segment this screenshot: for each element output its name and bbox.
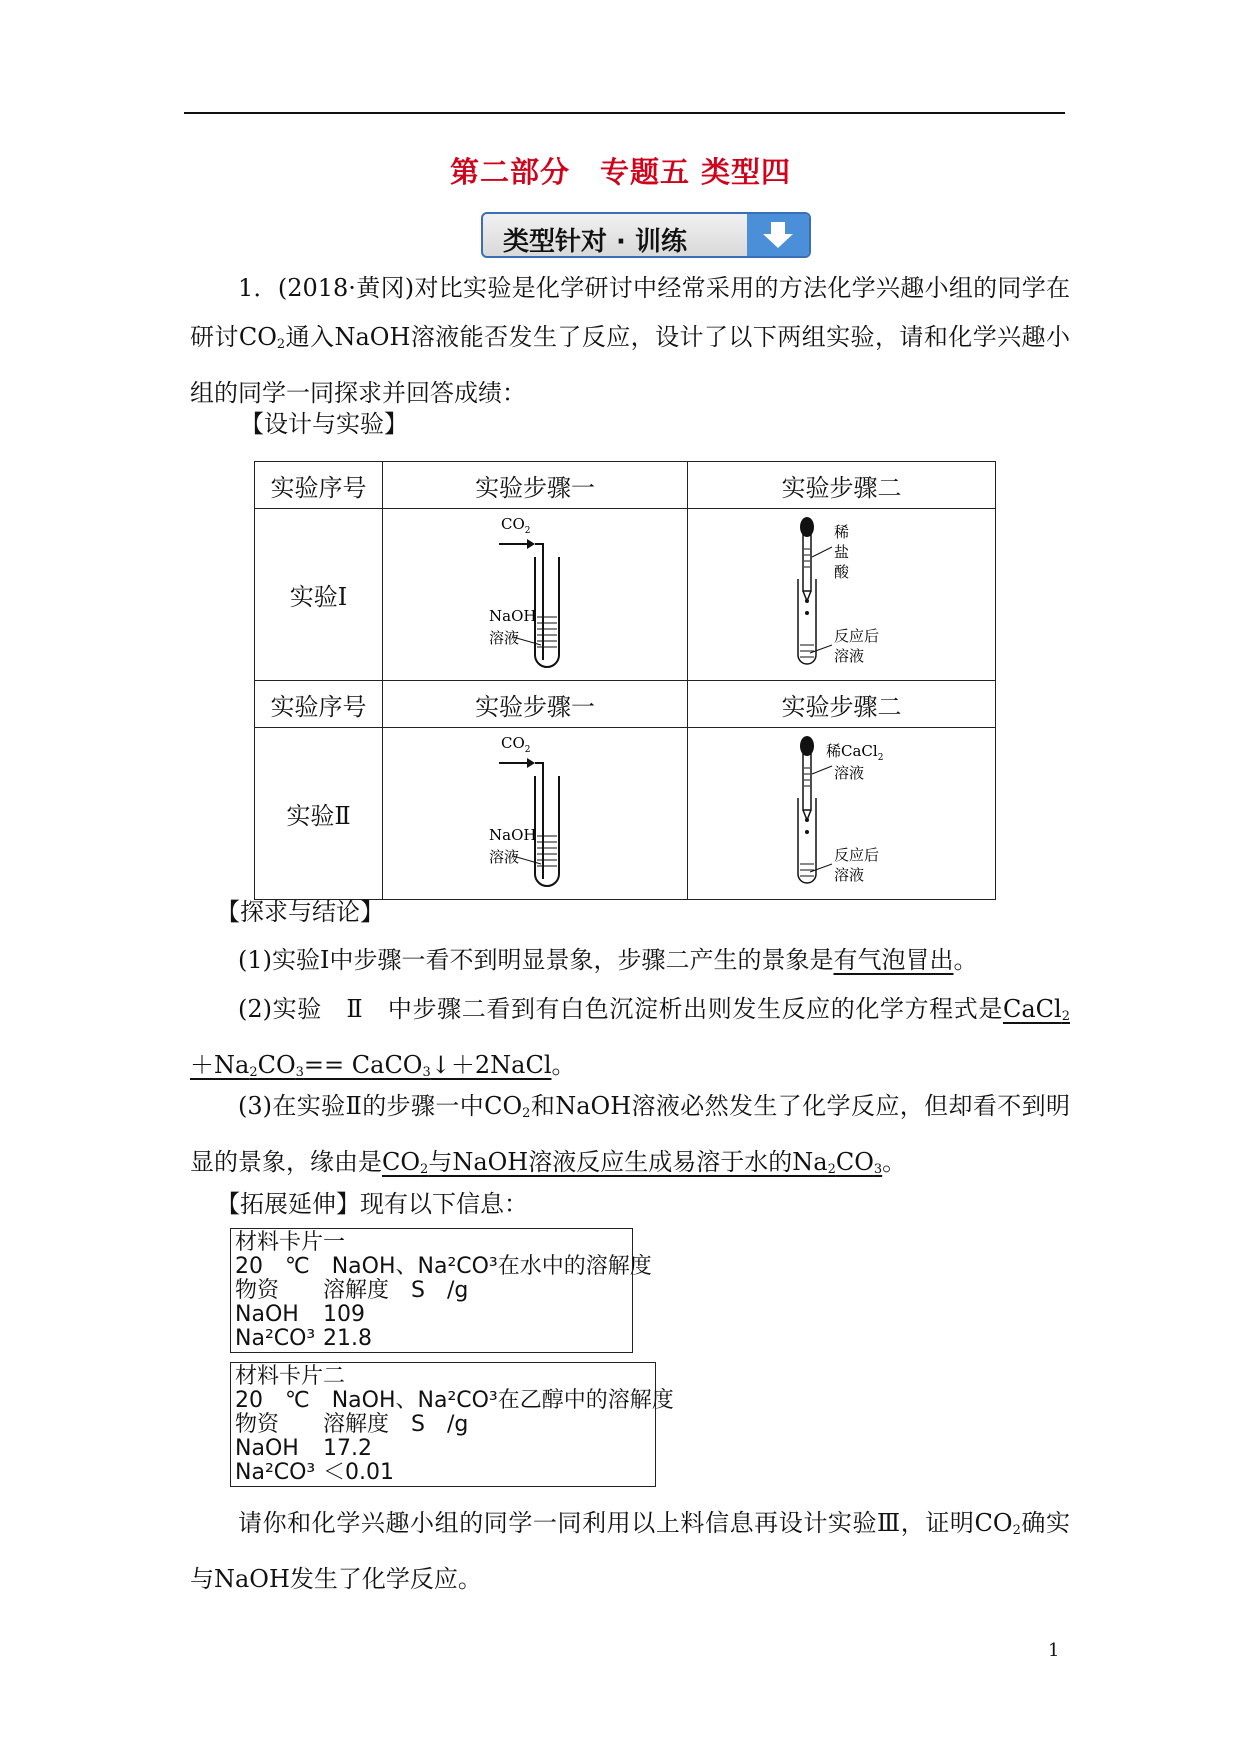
section-design: 【设计与实验】 xyxy=(240,410,408,438)
svg-text:酸: 酸 xyxy=(833,563,849,581)
svg-text:溶液: 溶液 xyxy=(833,647,864,665)
section-extend: 【拓展延伸】现有以下信息： xyxy=(216,1190,528,1218)
svg-text:溶液: 溶液 xyxy=(833,866,864,884)
answer-3-value: $CO_2$与NaOH溶液反应生成易溶于水的$Na_2CO_3$ xyxy=(382,1148,883,1177)
page-title: 第二部分 专题五 类型四 xyxy=(449,155,792,189)
col-header: 实验步骤二 xyxy=(688,681,996,728)
svg-text:NaOH: NaOH xyxy=(489,607,537,625)
dropper-hcl-diagram xyxy=(692,509,992,674)
badge-label: 类型针对 · 训练 xyxy=(503,227,687,257)
co2-into-naoh-diagram xyxy=(385,728,685,893)
material-card-2: 材料卡片二 20 ℃ NaOH、Na²CO³在乙醇中的溶解度 物资 溶解度 S /g NaOH 17.2 Na²CO³ ＜0.01 xyxy=(230,1362,656,1487)
row-label-exp2: 实验Ⅱ xyxy=(255,728,383,900)
diagram-step1-exp1 xyxy=(383,509,688,681)
col-header: 实验步骤一 xyxy=(383,462,688,509)
svg-text:NaOH: NaOH xyxy=(489,826,537,844)
diagram-step2-exp1 xyxy=(688,509,996,681)
final-question: 请你和化学兴趣小组的同学一同利用以上料信息再设计实验Ⅲ，证明$CO_2$确实与NaOH发生了化学反应。 xyxy=(190,1509,1071,1593)
svg-text:反应后: 反应后 xyxy=(833,846,879,864)
answer-1-value: 有气泡冒出 xyxy=(833,946,954,974)
down-arrow-icon[interactable] xyxy=(747,214,809,256)
svg-text:溶液: 溶液 xyxy=(489,848,520,866)
experiment-table xyxy=(254,461,996,900)
section-badge xyxy=(481,212,811,258)
svg-text:溶液: 溶液 xyxy=(833,764,864,782)
answer-2: (2)实验 Ⅱ 中步骤二看到有白色沉淀析出则发生反应的化学方程式是$CaCl_2+Na_2CO_3==$ CaCO$_3$↓＋2NaCl。 xyxy=(190,995,1070,1080)
row-label-exp1: 实验Ⅰ xyxy=(255,509,383,681)
svg-text:溶液: 溶液 xyxy=(489,629,520,647)
question-intro: 1．(2018·黄冈)对比实验是化学研讨中经常采用的方法化学兴趣小组的同学在研讨$CO_2$通入NaOH溶液能否发生了反应，设计了以下两组实验，请和化学兴趣小组的同学一同探求并回答成绩： xyxy=(190,274,1070,407)
col-header: 实验序号 xyxy=(255,462,383,509)
answer-2-value: $CaCl_2+Na_2CO_3==$ CaCO$_3$↓＋2NaCl xyxy=(190,995,1070,1080)
svg-text:CO2: $CO_2$ xyxy=(501,515,531,536)
page-number: 1 xyxy=(1048,1640,1060,1661)
top-rule xyxy=(184,112,1065,114)
answer-1: (1)实验Ⅰ中步骤一看不到明显景象，步骤二产生的景象是有气泡冒出。 xyxy=(238,946,978,974)
svg-text:稀CaCl2: 稀CaCl$_2$ xyxy=(825,742,883,763)
dropper-cacl2-diagram xyxy=(692,728,992,893)
svg-text:盐: 盐 xyxy=(833,543,849,561)
diagram-step2-exp2 xyxy=(688,728,996,900)
svg-text:CO2: $CO_2$ xyxy=(501,734,531,755)
section-explore: 【探求与结论】 xyxy=(216,898,384,926)
svg-text:反应后: 反应后 xyxy=(833,627,879,645)
diagram-step1-exp2 xyxy=(383,728,688,900)
question-number: 1．(2018·黄冈) xyxy=(238,274,415,302)
col-header: 实验序号 xyxy=(255,681,383,728)
co2-into-naoh-diagram xyxy=(385,509,685,674)
col-header: 实验步骤二 xyxy=(688,462,996,509)
svg-text:稀: 稀 xyxy=(833,523,849,541)
col-header: 实验步骤一 xyxy=(383,681,688,728)
material-card-1: 材料卡片一 20 ℃ NaOH、Na²CO³在水中的溶解度 物资 溶解度 S /g NaOH 109 Na²CO³ 21.8 xyxy=(230,1228,633,1353)
answer-3: (3)在实验Ⅱ的步骤一中$CO_2$和NaOH溶液必然发生了化学反应，但却看不到明显的景象，缘由是$CO_2$与NaOH溶液反应生成易溶于水的$Na_2CO_3$。 xyxy=(190,1092,1070,1177)
